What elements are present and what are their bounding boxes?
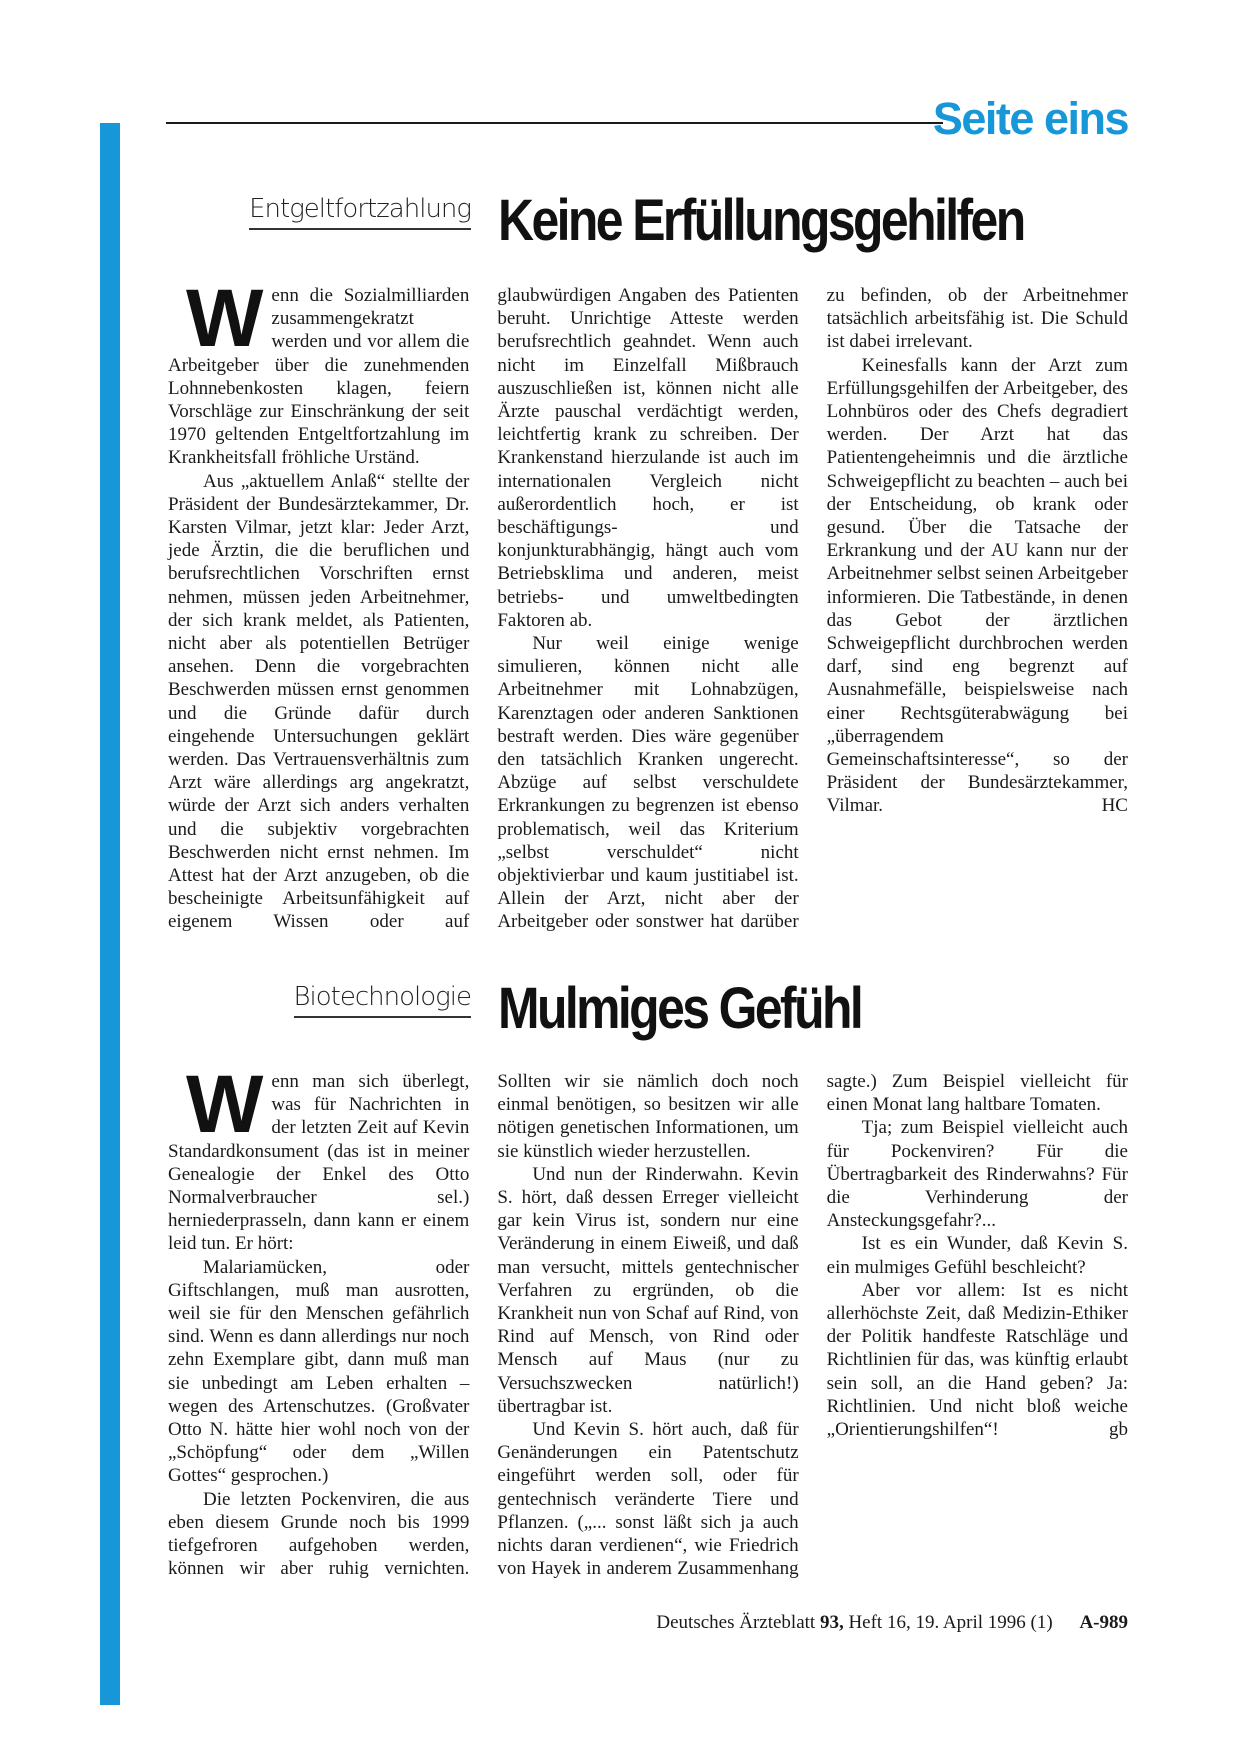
article2-signature: gb: [1108, 1419, 1128, 1441]
section-title: Seite eins: [932, 93, 1128, 144]
page-footer: [656, 1612, 1128, 1634]
article2-paragraph: Die letzten Pockenviren, die aus eben diesem Grunde noch bis 1999 tiefgefroren aufgehoben werden, können wir aber ruhig vernichten. Sollten wir sie nämlich doch noch einmal benötigen, so besitzen wir alle nötigen genetischen Informationen, um sie künstlich wieder herzustellen.: [168, 1071, 799, 1580]
article2-paragraph: Und nun der Rinderwahn. Kevin S. hört, daß dessen Erreger vielleicht gar kein Virus ist, sondern nur eine Veränderung in einem Eiweiß, und daß man versucht, mittels gentechnischer Verfahren zu ergründen, ob die Krankheit nun von Schaf auf Rind, von Rind auf Mensch, von Rind oder Mensch auf Maus (nur zu Versuchszwecken natürlich!) übertragbar ist.: [497, 1163, 799, 1417]
article1-paragraph: Wenn die Sozialmilliarden zusammengekratzt werden und vor allem die Arbeitgeber über die zunehmenden Lohnnebenkosten klagen, feiern Vorschläge zur Einschränkung der seit 1970 geltenden Entgeltfortzahlung im Krankheitsfall fröhliche Urständ.: [168, 273, 470, 469]
header-rule: [166, 122, 943, 124]
article1-headline: Keine Erfüllungsgehilfen: [498, 188, 1024, 253]
article1-paragraph: Nur weil einige wenige simulieren, können nicht alle Arbeitnehmer mit Lohnabzügen, Karenztagen oder anderen Sanktionen bestraft werden. Dies wäre gegenüber den tatsächlich Kranken ungerecht. Abzüge auf selbst verschuldete Erkrankungen zu begrenzen ist ebenso problematisch, weil das Kriterium „selbst verschuldet“ nicht objektivierbar und kaum justitiabel ist. Allein der Arzt, nicht aber der Arbeitgeber oder sonstwer hat darüber zu befinden, ob der Arbeitnehmer tatsächlich arbeitsfähig ist. Die Schuld ist dabei irrelevant.: [497, 285, 1128, 933]
footer-page-number: A-989: [1079, 1612, 1128, 1633]
article1-body: [168, 273, 1128, 934]
article1-paragraph: Aus „aktuellem Anlaß“ stellte der Präsident der Bundesärztekammer, Dr. Karsten Vilmar, jetzt klar: Jeder Arzt, jede Ärztin, die die beruflichen und berufsrechtlichen Vorschriften ernst nehmen, müssen jeden Arbeitnehmer, der sich krank meldet, als Patienten, nicht aber als potentiellen Betrüger ansehen. Denn die vorgebrachten Beschwerden müssen ernst genommen und die Gründe dafür durch eingehende Untersuchungen geklärt werden. Das Vertrauensverhältnis zum Arzt wäre allerdings arg angekratzt, würde der Arzt sich anders verhalten und die subjektiv vorgebrachten Beschwerden nicht ernst nehmen. Im Attest hat der Arzt anzugeben, ob die bescheinigte Arbeitsunfähigkeit auf eigenem Wissen oder auf glaubwürdigen Angaben des Patienten beruht. Unrichtige Atteste werden berufsrechtlich geahndet. Wenn auch nicht im Einzelfall Mißbrauch auszuschließen ist, können nicht alle Ärzte pauschal verdächtigt werden, leichtfertig krank zu schreiben. Der Krankenstand hierzulande ist auch im internationalen Vergleich nicht außerordentlich hoch, er ist beschäftigungs- und konjunkturabhängig, hängt auch vom Betriebsklima und anderen, meist betriebs- und umweltbedingten Faktoren ab.: [168, 285, 799, 933]
article2-body: [168, 1059, 1128, 1585]
article2-kicker: Biotechnologie: [294, 981, 471, 1018]
footer-journal: Deutsches Ärzteblatt: [656, 1612, 816, 1633]
article2-paragraph: Tja; zum Beispiel vielleicht auch für Pockenviren? Für die Übertragbarkeit des Rinderwahns? Für die Verhinderung der Ansteckungsgefahr?...: [826, 1117, 1128, 1232]
article1-paragraph: Keinesfalls kann der Arzt zum Erfüllungsgehilfen der Arbeitgeber, des Lohnbüros oder des Chefs degradiert werden. Der Arzt hat das Patientengeheimnis und die ärztliche Schweigepflicht zu beachten – auch bei der Entscheidung, ob krank oder gesund. Über die Tatsache der Erkrankung und der AU kann nur der Arbeitnehmer selbst seinen Arbeitgeber informieren. Die Tatbestände, in denen das Gebot der ärztlichen Schweigepflicht durchbrochen werden darf, sind eng begrenzt auf Ausnahmefälle, beispielsweise nach einer Rechtsgüterabwägung bei „überragendem Gemeinschaftsinteresse“, so der Präsident der Bundesärztekammer, Vilmar. HC: [826, 354, 1128, 817]
article2-paragraph: Malariamücken, oder Giftschlangen, muß man ausrotten, weil sie für den Menschen gefährlich sind. Wenn es dann allerdings nur noch zehn Exemplare gibt, dann muß man sie unbedingt am Leben erhalten – wegen des Artenschutzes. (Großvater Otto N. hätte hier wohl noch von der „Schöpfung“ oder dem „Willen Gottes“ gesprochen.): [168, 1256, 470, 1487]
article2-paragraph: Und Kevin S. hört auch, daß für Genänderungen ein Patentschutz eingeführt werden soll, oder für gentechnisch veränderte Tiere und Pflanzen. („... sonst läßt sich ja auch nichts daran verdienen“, wie Friedrich von Hayek in anderem Zusammenhang sagte.) Zum Beispiel vielleicht für einen Monat lang haltbare Tomaten.: [497, 1071, 1128, 1580]
article1-signature: HC: [1101, 795, 1128, 817]
article2-paragraph: Wenn man sich überlegt, was für Nachrichten in der letzten Zeit auf Kevin Standardkonsument (das ist in meiner Genealogie der Enkel des Otto Normalverbraucher sel.) herniederprasseln, dann kann er einem leid tun. Er hört:: [168, 1059, 470, 1255]
footer-volume: 93,: [819, 1612, 844, 1633]
article2-paragraph: Ist es ein Wunder, daß Kevin S. ein mulmiges Gefühl beschleicht?: [826, 1233, 1128, 1278]
sidebar-color-bar: [100, 123, 120, 1705]
article1-dropcap: W: [186, 273, 264, 364]
article2-dropcap: W: [186, 1059, 264, 1150]
article2-paragraph: Aber vor allem: Ist es nicht allerhöchste Zeit, daß Medizin-Ethiker der Politik handfeste Ratschläge und Richtlinien für das, was künftig erlaubt sein soll, an die Hand geben? Ja: Richtlinien. Und nicht bloß weiche „Orientierungshilfen“! gb: [826, 1279, 1128, 1441]
article1-kicker: Entgeltfortzahlung: [249, 193, 471, 230]
article2-headline: Mulmiges Gefühl: [498, 976, 862, 1041]
footer-issue: Heft 16, 19. April 1996 (1): [848, 1612, 1053, 1633]
